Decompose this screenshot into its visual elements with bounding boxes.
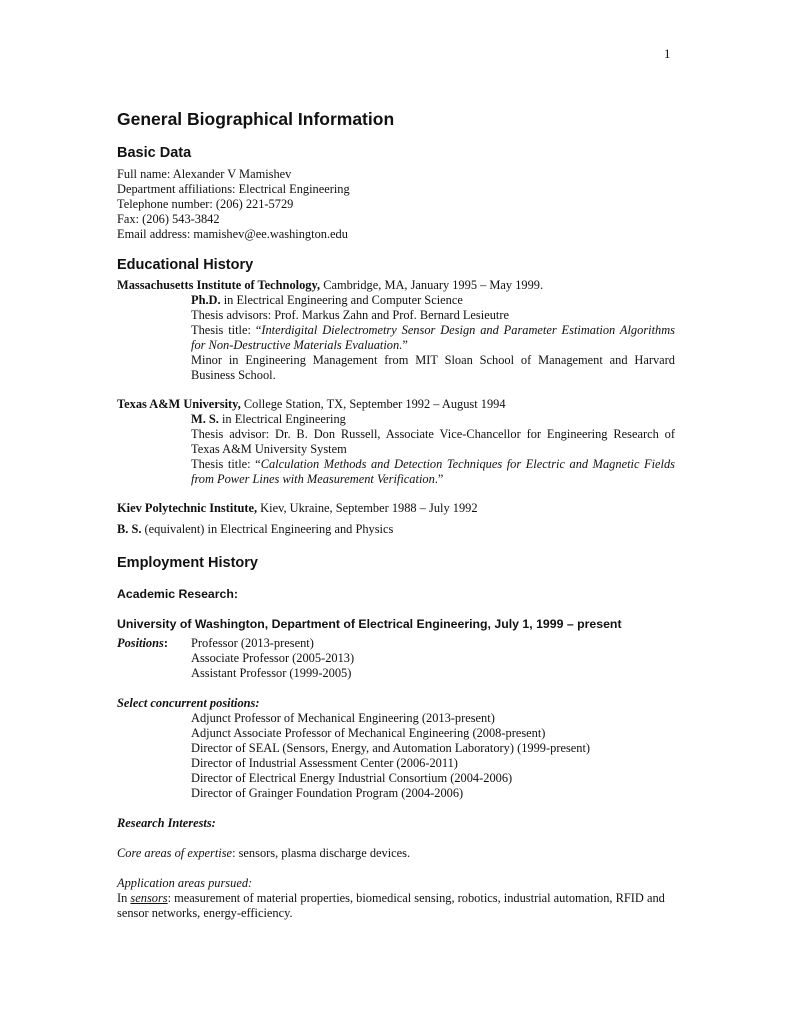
application-areas-label: Application areas pursued: <box>117 876 253 890</box>
mit-degree-line <box>191 293 675 308</box>
tamu-header <box>117 397 675 412</box>
tamu-field: in Electrical Engineering <box>218 412 346 426</box>
kiev-info: Kiev, Ukraine, September 1988 – July 1992 <box>257 501 478 515</box>
application-areas-text: In sensors: measurement of material properties, biomedical sensing, robotics, industrial automation, RFID and sensor networks, energy-efficiency. <box>117 891 665 920</box>
core-expertise-line <box>117 846 675 861</box>
mit-advisors: Thesis advisors: Prof. Markus Zahn and Prof. Bernard Lesieutre <box>191 308 509 322</box>
kiev-name: Kiev Polytechnic Institute, <box>117 501 258 515</box>
department-line: Department affiliations: Electrical Engineering <box>117 182 350 196</box>
mit-minor: Minor in Engineering Management from MIT Sloan School of Management and Harvard Business School. <box>191 353 675 382</box>
tamu-thesis-title: Calculation Methods and Detection Techniques for Electric and Magnetic Fields from Power Lines with Measurement Verification <box>191 457 675 486</box>
mit-header <box>117 278 675 293</box>
concurrent-item: Director of Industrial Assessment Center (2006-2011) <box>191 756 458 770</box>
mit-thesis-title: Interdigital Dielectrometry Sensor Design and Parameter Estimation Algorithms for Non-Destructive Materials Evaluation. <box>191 323 675 352</box>
concurrent-item: Adjunct Associate Professor of Mechanical Engineering (2008-present) <box>191 726 546 740</box>
section-employment-heading: Employment History <box>117 555 258 571</box>
tamu-thesis: Thesis title: “Calculation Methods and Detection Techniques for Electric and Magnetic Fields from Power Lines with Measurement Verification.” <box>191 457 675 486</box>
concurrent-item: Adjunct Professor of Mechanical Engineering (2013-present) <box>191 711 495 725</box>
fax-line: Fax: (206) 543-3842 <box>117 212 220 226</box>
positions-row <box>117 636 675 681</box>
position-item: Professor (2013-present) <box>191 636 314 650</box>
basic-data-block <box>117 167 675 242</box>
position-item: Assistant Professor (1999-2005) <box>191 666 352 680</box>
uw-heading: University of Washington, Department of Electrical Engineering, July 1, 1999 – present <box>117 617 622 631</box>
kiev-degree-line <box>117 522 675 537</box>
tamu-degree-line <box>191 412 675 427</box>
email-line: Email address: mamishev@ee.washington.edu <box>117 227 348 241</box>
tamu-info: College Station, TX, September 1992 – August 1994 <box>240 397 506 411</box>
positions-list <box>191 636 354 681</box>
tamu-degree: M. S. <box>191 412 219 426</box>
uw-positions <box>117 636 675 921</box>
concurrent-positions-list <box>117 711 675 801</box>
full-name-line: Full name: Alexander V Mamishev <box>117 167 292 181</box>
sensors-term: sensors <box>130 891 168 905</box>
mit-info: Cambridge, MA, January 1995 – May 1999. <box>320 278 544 292</box>
concurrent-item: Director of Grainger Foundation Program (2004-2006) <box>191 786 464 800</box>
kiev-degree: B. S. <box>117 522 142 536</box>
mit-details <box>117 293 675 383</box>
tamu-name: Texas A&M University, <box>117 397 241 411</box>
section-basic-data-heading: Basic Data <box>117 145 192 161</box>
core-expertise-text: : sensors, plasma discharge devices. <box>232 846 411 860</box>
page-title: General Biographical Information <box>117 109 395 129</box>
telephone-line: Telephone number: (206) 221-5729 <box>117 197 294 211</box>
mit-degree: Ph.D. <box>191 293 221 307</box>
document-body <box>117 108 675 921</box>
kiev-header <box>117 501 675 516</box>
education-mit <box>117 278 675 383</box>
core-expertise-label: Core areas of expertise <box>117 846 233 860</box>
concurrent-item: Director of Electrical Energy Industrial Consortium (2004-2006) <box>191 771 513 785</box>
education-tamu <box>117 397 675 487</box>
concurrent-positions-label: Select concurrent positions: <box>117 696 260 710</box>
positions-colon: : <box>163 636 168 650</box>
mit-field: in Electrical Engineering and Computer Science <box>220 293 463 307</box>
positions-label-cell <box>117 636 191 681</box>
kiev-field: (equivalent) in Electrical Engineering and Physics <box>141 522 394 536</box>
position-item: Associate Professor (2005-2013) <box>191 651 355 665</box>
positions-label: Positions <box>117 636 164 650</box>
tamu-advisor: Thesis advisor: Dr. B. Don Russell, Associate Vice-Chancellor for Engineering Research of Texas A&M University System <box>191 427 675 456</box>
page-number: 1 <box>664 46 671 61</box>
concurrent-item: Director of SEAL (Sensors, Energy, and Automation Laboratory) (1999-present) <box>191 741 591 755</box>
research-interests-label: Research Interests: <box>117 816 216 830</box>
mit-thesis: Thesis title: “Interdigital Dielectrometry Sensor Design and Parameter Estimation Algorithms for Non-Destructive Materials Evaluation.” <box>191 323 675 352</box>
tamu-details <box>117 412 675 487</box>
section-education-heading: Educational History <box>117 257 254 273</box>
academic-research-heading: Academic Research: <box>117 587 238 601</box>
education-kiev <box>117 501 675 537</box>
mit-name: Massachusetts Institute of Technology, <box>117 278 321 292</box>
